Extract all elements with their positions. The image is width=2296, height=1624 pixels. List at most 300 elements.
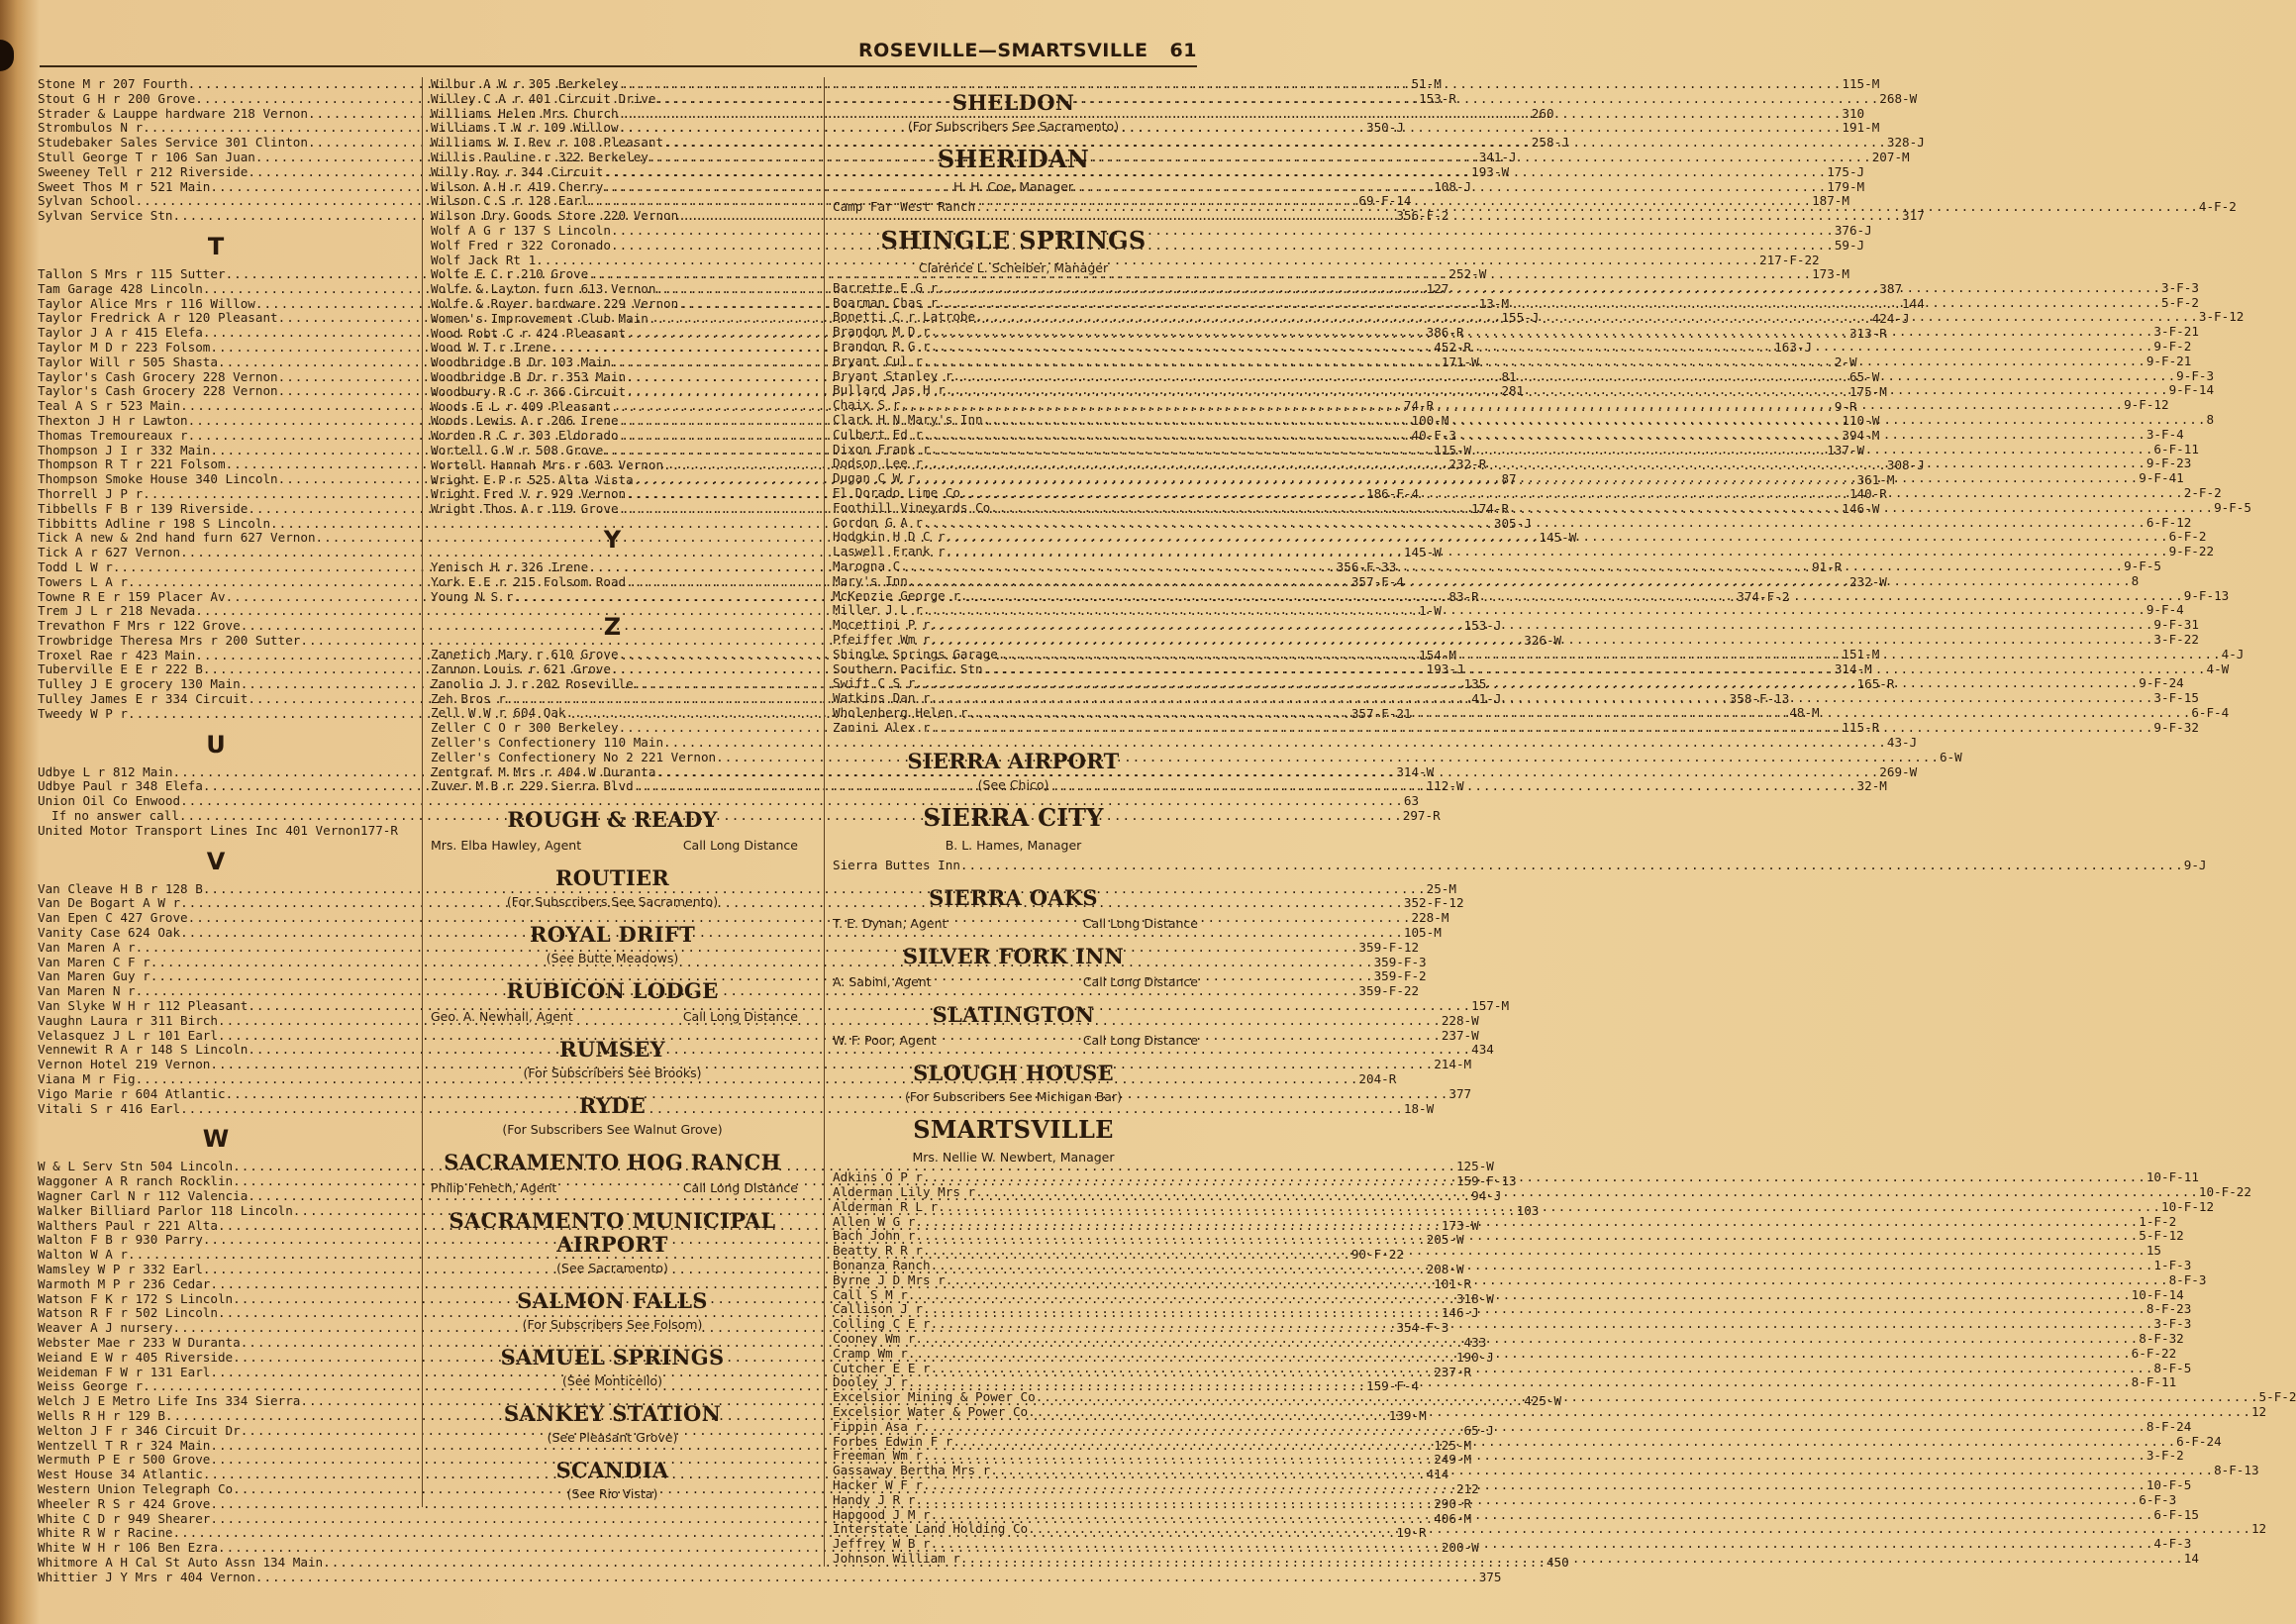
town-heading: RYDE bbox=[578, 1093, 647, 1119]
call-note: Call Long Distance bbox=[682, 838, 798, 854]
page-number: 61 bbox=[1169, 40, 1197, 61]
phone-number: 74-R bbox=[1403, 398, 1435, 414]
phone-number: 151-M bbox=[1842, 647, 1880, 662]
listing-name: Wortell Hannah Mrs r 603 Vernon bbox=[431, 457, 664, 472]
town-note: (For Subscribers See Sacramento) bbox=[506, 894, 719, 910]
listing-name: Walton F B r 930 Parry bbox=[38, 1232, 203, 1248]
phone-number: 308-J bbox=[1886, 457, 1925, 472]
listing-name: Wolf Jack Rt 1 bbox=[431, 252, 537, 267]
town-note: (For Subscribers See Folsom) bbox=[522, 1317, 703, 1333]
listing-name: Wortell G W r 508 Grove bbox=[431, 442, 604, 457]
town-heading: SHERIDAN bbox=[937, 145, 1090, 173]
listing-name: Zeller C O r 300 Berkeley bbox=[431, 720, 619, 736]
listing-name: Cooney Wm r bbox=[833, 1331, 916, 1347]
phone-number: 173-W bbox=[1441, 1217, 1479, 1233]
listing-name: Culbert Ed r bbox=[833, 426, 923, 442]
listing-name: Clark H N Mary's Inn bbox=[833, 411, 983, 427]
listing-name: Wentzell T R r 324 Main bbox=[38, 1437, 211, 1453]
listing-name: Bonetti C r Latrobe bbox=[833, 309, 976, 325]
phone-number: 310 bbox=[1842, 105, 1865, 121]
listing-name: Alderman R L r bbox=[833, 1198, 939, 1214]
listing-name: Watson R F r 502 Lincoln bbox=[38, 1305, 218, 1321]
phone-number: 4-J bbox=[2221, 646, 2245, 661]
phone-number: 341-J bbox=[1478, 149, 1517, 164]
listing-name: Woodbridge B Dr r 353 Main bbox=[431, 368, 627, 384]
dot-leader bbox=[931, 1508, 2154, 1523]
listing-name: Hapgood J M r bbox=[833, 1506, 931, 1522]
call-note: Call Long Distance bbox=[1082, 1033, 1198, 1049]
phone-number: 217-F-22 bbox=[1758, 252, 1820, 267]
town-heading: ROUGH & READY bbox=[507, 807, 718, 833]
phone-number: 268-W bbox=[1879, 90, 1918, 106]
dot-leader bbox=[923, 1302, 2146, 1317]
town-heading: SLATINGTON bbox=[932, 1002, 1095, 1028]
phone-number: 137-W bbox=[1827, 442, 1865, 457]
listing-name: Warmoth M P r 236 Cedar bbox=[38, 1275, 211, 1291]
phone-number: 4-W bbox=[2206, 660, 2230, 676]
phone-number: 9-F-5 bbox=[2214, 499, 2251, 515]
phone-number: 163-J bbox=[1774, 340, 1813, 355]
phone-number: 260 bbox=[1531, 105, 1554, 121]
phone-number: 5-F-12 bbox=[2139, 1228, 2184, 1244]
phone-number: 452-R bbox=[1434, 339, 1472, 355]
listing-name: Zentgraf M Mrs r 404 W Duranta bbox=[431, 763, 656, 779]
phone-number: 6-W bbox=[1939, 749, 1962, 764]
listing-entry bbox=[38, 880, 1456, 897]
call-note: Call Long Distance bbox=[1082, 974, 1198, 990]
phone-number: 232-R bbox=[1448, 457, 1487, 472]
dot-leader bbox=[1028, 1522, 2251, 1537]
phone-number: 357-F-4 bbox=[1350, 573, 1404, 589]
phone-number: 65-W bbox=[1848, 368, 1880, 384]
listing-name: Wood W T r Irene bbox=[431, 340, 551, 355]
phone-number: 19-R bbox=[1396, 1525, 1427, 1541]
listing-name: Teal A S r 523 Main bbox=[38, 398, 181, 414]
listing-name: Welch J E Metro Life Ins 334 Sierra bbox=[38, 1393, 301, 1409]
listing-name: Bonanza Ranch bbox=[833, 1258, 931, 1273]
listing-name: Zeller's Confectionery 110 Main bbox=[431, 735, 664, 751]
listing-name: Shingle Springs Garage bbox=[833, 646, 998, 661]
phone-number: 6-F-22 bbox=[2131, 1345, 2177, 1361]
phone-number: 352-F-12 bbox=[1403, 895, 1464, 911]
agent-name: W. F. Poor, Agent bbox=[833, 1033, 937, 1049]
dot-leader bbox=[938, 1200, 2161, 1215]
town-note: (For Subscribers See Brooks) bbox=[523, 1066, 702, 1081]
listing-name: Willis Pauline r 322 Berkeley bbox=[431, 149, 649, 164]
town-heading: SANKEY STATION bbox=[503, 1401, 722, 1427]
listing-name: Excelsior Mining & Power Co bbox=[833, 1389, 1036, 1405]
town-heading: ROYAL DRIFT bbox=[529, 922, 696, 948]
phone-number: 103 bbox=[1516, 1202, 1540, 1218]
listing-name: Dodson Lee r bbox=[833, 456, 923, 471]
town-note: (See Pleasant Grove) bbox=[547, 1430, 678, 1446]
listing-entry bbox=[38, 939, 1420, 956]
listing-name: Bach John r bbox=[833, 1228, 916, 1244]
phone-number: 8 bbox=[2131, 572, 2140, 588]
phone-number: 356-F-2 bbox=[1396, 208, 1449, 224]
phone-number: 358-F-13 bbox=[1729, 690, 1790, 706]
town-heading: SACRAMENTO MUNICIPAL AIRPORT bbox=[449, 1208, 776, 1258]
listing-name: Towne R E r 159 Placer Av bbox=[38, 588, 226, 604]
dot-leader bbox=[915, 471, 2139, 486]
phone-number: 8-F-24 bbox=[2146, 1418, 2192, 1434]
listing-name: Zanini Alex r bbox=[833, 719, 931, 735]
phone-number: 450 bbox=[1546, 1554, 1569, 1570]
dot-leader bbox=[931, 443, 2154, 457]
phone-number: 317 bbox=[1902, 208, 1925, 224]
listing-name: Thompson J I r 332 Main bbox=[38, 442, 211, 457]
phone-number: 6-F-24 bbox=[2176, 1433, 2222, 1449]
listing-name: Strader & Lauppe hardware 218 Vernon bbox=[38, 105, 308, 121]
phone-number: 6-F-4 bbox=[2191, 704, 2230, 720]
listing-name: Bryant Stanley r bbox=[833, 367, 953, 383]
town-heading: ROUTIER bbox=[554, 865, 670, 891]
phone-number: 228-M bbox=[1411, 910, 1449, 926]
listing-name: Velasquez J L r 101 Earl bbox=[38, 1027, 218, 1043]
listing-name: Freeman Wm r bbox=[833, 1448, 923, 1464]
dot-leader bbox=[908, 1288, 2132, 1303]
phone-number: 51-M bbox=[1411, 76, 1442, 91]
phone-number: 9-F-32 bbox=[2153, 719, 2199, 735]
listing-name: Weiand E W r 405 Riverside bbox=[38, 1349, 234, 1365]
phone-number: 18-W bbox=[1403, 1100, 1435, 1116]
phone-number: 65-J bbox=[1463, 1422, 1494, 1438]
listing-entry bbox=[38, 1569, 1502, 1585]
phone-number: 125-W bbox=[1455, 1159, 1494, 1174]
phone-number: 387 bbox=[1879, 281, 1903, 297]
listing-name: Whittier J Y Mrs r 404 Vernon bbox=[38, 1569, 255, 1584]
listing-name: Wilbur A W r 305 Berkeley bbox=[431, 76, 619, 91]
listing-name: Trowbridge Theresa Mrs r 200 Sutter bbox=[38, 632, 301, 648]
phone-number: 115-R bbox=[1842, 720, 1880, 736]
phone-number: 297-R bbox=[1402, 808, 1441, 824]
phone-number: 318-W bbox=[1455, 1290, 1494, 1306]
phone-number: 9-F-21 bbox=[2146, 353, 2192, 368]
phone-number: 3-F-3 bbox=[2160, 279, 2199, 295]
listing-name: Van Cleave H B r 128 B bbox=[38, 880, 203, 896]
town-note: (For Subscribers See Michigan Bar) bbox=[905, 1089, 1122, 1105]
phone-number: 8-F-5 bbox=[2153, 1360, 2192, 1375]
phone-number: 6-F-2 bbox=[2168, 529, 2207, 545]
phone-number: 328-J bbox=[1886, 135, 1925, 151]
phone-number: 153-J bbox=[1463, 618, 1502, 634]
dot-leader bbox=[931, 633, 2154, 648]
listing-name: Thomas Tremoureaux r bbox=[38, 427, 188, 443]
dot-leader bbox=[931, 618, 2154, 633]
phone-number: 5-F-2 bbox=[2258, 1389, 2296, 1405]
listing-name: Wilson C S r 128 Earl bbox=[431, 193, 589, 209]
listing-name: Wolf A G r 137 S Lincoln bbox=[431, 222, 611, 238]
phone-number: 314-M bbox=[1834, 661, 1872, 677]
agent-line bbox=[825, 974, 1202, 989]
dot-leader bbox=[900, 398, 2124, 413]
phone-number: 6-F-15 bbox=[2153, 1506, 2199, 1522]
listing-name: Woods E L r 409 Pleasant bbox=[431, 398, 611, 414]
section-letter: Y bbox=[603, 525, 622, 554]
listing-name: Hodgkin H D C r bbox=[833, 529, 946, 545]
dot-leader bbox=[908, 1347, 2132, 1362]
phone-number: 155-J bbox=[1501, 310, 1540, 326]
listing-name: Sweeney Tell r 212 Riverside bbox=[38, 163, 249, 179]
town-note: H. H. Coe, Manager bbox=[952, 179, 1074, 194]
town-note: Clarence L. Scheiber, Manager bbox=[918, 259, 1109, 275]
listing-name: Towers L A r bbox=[38, 573, 128, 589]
listing-name: Call S M r bbox=[833, 1286, 908, 1302]
listing-entry bbox=[38, 998, 1510, 1014]
dot-leader bbox=[990, 501, 2214, 516]
listing-name: Williams W I Rev r 108 Pleasant bbox=[431, 135, 664, 151]
listing-entry bbox=[423, 735, 1918, 751]
listing-entry bbox=[423, 222, 1872, 239]
listing-name: Cramp Wm r bbox=[833, 1345, 908, 1361]
phone-number: 112-W bbox=[1426, 778, 1464, 794]
listing-name: Stout G H r 200 Grove bbox=[38, 90, 196, 106]
dot-leader bbox=[908, 1375, 2132, 1390]
phone-number: 214-M bbox=[1434, 1057, 1472, 1072]
listing-name: Barrette E G r bbox=[833, 279, 939, 295]
agent-name: A. Sabini, Agent bbox=[833, 974, 932, 990]
listing-name: Weideman F W r 131 Earl bbox=[38, 1364, 211, 1379]
phone-number: 258-J bbox=[1531, 135, 1569, 151]
listing-name: Jeffrey W B r bbox=[833, 1536, 931, 1552]
listing-name: Tam Garage 428 Lincoln bbox=[38, 280, 203, 296]
listing-name: Thorrell J P r bbox=[38, 485, 144, 501]
listing-name: Van Maren N r bbox=[38, 983, 136, 999]
listing-name: Williams T W r 109 Willow bbox=[431, 120, 619, 136]
phone-number: 59-J bbox=[1834, 237, 1865, 253]
listing-name: Wermuth P E r 500 Grove bbox=[38, 1452, 211, 1468]
listing-name: Welton J F r 346 Circuit Dr bbox=[38, 1422, 241, 1438]
phone-number: 8-F-32 bbox=[2139, 1331, 2184, 1347]
listing-name: Zannon Louis r 621 Grove bbox=[431, 661, 611, 677]
listing-name: Cutcher E E r bbox=[833, 1360, 931, 1375]
listing-name: Van Maren C F r bbox=[38, 954, 150, 969]
dot-leader bbox=[946, 383, 2169, 398]
listing-name: Taylor's Cash Grocery 228 Vernon bbox=[38, 383, 278, 399]
listing-name: Vaughn Laura r 311 Birch bbox=[38, 1012, 218, 1028]
listing-name: Tweedy W P r bbox=[38, 705, 128, 721]
listing-name: Johnson William r bbox=[833, 1551, 960, 1567]
agent-name: T. E. Dynan, Agent bbox=[833, 916, 948, 932]
listing-name: Beatty R R r bbox=[833, 1243, 923, 1259]
dot-leader bbox=[975, 1185, 2199, 1200]
listing-name: Sylvan School bbox=[38, 193, 136, 209]
dot-leader bbox=[990, 1464, 2214, 1478]
phone-number: 12 bbox=[2250, 1404, 2267, 1420]
dot-leader bbox=[931, 1362, 2154, 1376]
listing-name: Callison J r bbox=[833, 1301, 923, 1317]
phone-number: 145-W bbox=[1539, 530, 1577, 546]
phone-number: 434 bbox=[1471, 1042, 1494, 1058]
town-heading: SALMON FALLS bbox=[517, 1288, 708, 1314]
phone-number: 1-F-2 bbox=[2139, 1213, 2177, 1229]
listing-name: Stull George T r 106 San Juan bbox=[38, 149, 255, 164]
dot-leader bbox=[611, 239, 1835, 254]
phone-number: 6-F-11 bbox=[2153, 441, 2199, 457]
phone-number: 193-W bbox=[1471, 163, 1510, 179]
listing-name: Walton W A r bbox=[38, 1247, 128, 1263]
phone-number: 305-J bbox=[1493, 515, 1532, 531]
listing-name: Van Epen C 427 Grove bbox=[38, 910, 188, 926]
listing-name: Van Slyke W H r 112 Pleasant bbox=[38, 998, 249, 1014]
phone-number: 48-M bbox=[1789, 705, 1820, 721]
listing-name: Tibbells F B r 139 Riverside bbox=[38, 500, 249, 516]
listing-name: Western Union Telegraph Co bbox=[38, 1480, 234, 1496]
phone-number: 9-F-2 bbox=[2153, 338, 2192, 354]
phone-number: 269-W bbox=[1879, 763, 1918, 779]
phone-number: 90-F-22 bbox=[1350, 1247, 1404, 1263]
town-heading: SIERRA AIRPORT bbox=[907, 748, 1120, 773]
listing-name: White W H r 106 Ben Ezra bbox=[38, 1540, 218, 1556]
phone-number: 110-W bbox=[1842, 413, 1880, 429]
listing-entry bbox=[38, 1057, 1472, 1072]
phone-number: 357-F-21 bbox=[1350, 705, 1412, 721]
listing-name: Woodbury R C r 366 Circuit bbox=[431, 383, 627, 399]
phone-number: 157-M bbox=[1471, 998, 1510, 1014]
listing-name: Zeller's Confectionery No 2 221 Vernon bbox=[431, 749, 717, 764]
phone-number: 159-F-4 bbox=[1365, 1378, 1420, 1394]
phone-number: 190-J bbox=[1455, 1349, 1494, 1365]
phone-number: 177-R bbox=[360, 822, 398, 838]
listing-name: Viana M r Fig bbox=[38, 1071, 136, 1087]
phone-number: 424-J bbox=[1871, 310, 1910, 326]
phone-number: 105-M bbox=[1403, 925, 1442, 941]
listing-name: Van Maren A r bbox=[38, 939, 136, 955]
listing-name: Wright Thos A r 119 Grove bbox=[431, 501, 619, 517]
listing-name: Taylor's Cash Grocery 228 Vernon bbox=[38, 368, 278, 384]
dot-leader bbox=[915, 1229, 2139, 1244]
phone-number: 165-R bbox=[1856, 675, 1895, 691]
listing-name: Todd L W r bbox=[38, 558, 113, 574]
listing-name: Alderman Lily Mrs r bbox=[833, 1184, 976, 1200]
phone-number: 359-F-3 bbox=[1373, 954, 1427, 969]
listing-name: Tick A new & 2nd hand furn 627 Vernon bbox=[38, 530, 316, 546]
phone-number: 94-J bbox=[1471, 1188, 1502, 1203]
dot-leader bbox=[952, 1435, 2176, 1450]
phone-number: 3-F-12 bbox=[2198, 309, 2245, 325]
listing-name: Pfeiffer Wm r bbox=[833, 631, 931, 647]
phone-number: 13-M bbox=[1478, 295, 1510, 311]
town-heading: SIERRA OAKS bbox=[929, 885, 1098, 911]
phone-number: 144 bbox=[1902, 295, 1925, 311]
phone-number: 314-W bbox=[1396, 763, 1435, 779]
dot-leader bbox=[915, 1332, 2139, 1347]
phone-number: 359-F-12 bbox=[1358, 939, 1420, 955]
listing-name: Handy J R r bbox=[833, 1491, 916, 1507]
listing-name: White C D r 949 Shearer bbox=[38, 1510, 211, 1526]
listing-name: Taylor Fredrick A r 120 Pleasant bbox=[38, 310, 278, 326]
phone-number: 9-F-23 bbox=[2146, 456, 2192, 471]
town-heading: RUMSEY bbox=[559, 1037, 665, 1063]
listing-name: Troxel Rae r 423 Main bbox=[38, 647, 196, 662]
phone-number: 146-J bbox=[1441, 1305, 1479, 1321]
section-letter: W bbox=[202, 1125, 230, 1154]
listing-name: Wheeler R S r 424 Grove bbox=[38, 1495, 211, 1511]
listing-name: Yenisch H r 326 Irene bbox=[431, 558, 589, 574]
phone-number: 228-W bbox=[1441, 1012, 1479, 1028]
listing-name: Thexton J H r Lawton bbox=[38, 412, 188, 428]
listing-name: Hacker W F r bbox=[833, 1477, 923, 1493]
listing-name: Woods Lewis A r 206 Irene bbox=[431, 413, 619, 429]
listing-name: Zanetich Mary r 610 Grove bbox=[431, 647, 619, 662]
listing-name: West House 34 Atlantic bbox=[38, 1467, 203, 1482]
listing-name: Gassaway Bertha Mrs r bbox=[833, 1463, 991, 1478]
call-note: Call Long Distance bbox=[1082, 916, 1198, 932]
listing-name: Willy Roy r 344 Circuit bbox=[431, 163, 604, 179]
listing-name: Boarman Chas r bbox=[833, 294, 939, 310]
listing-name: Wilson Dry Goods Store 220 Vernon bbox=[431, 208, 679, 224]
dot-leader bbox=[1028, 1405, 2251, 1420]
phone-number: 173-M bbox=[1812, 266, 1849, 282]
listing-name: Sylvan Service Stn bbox=[38, 208, 173, 224]
dot-leader bbox=[975, 310, 2199, 325]
dot-leader bbox=[960, 589, 2184, 604]
phone-number: 394-M bbox=[1842, 428, 1880, 444]
phone-number: 135 bbox=[1463, 676, 1487, 692]
town-note: B. L. Hames, Manager bbox=[945, 837, 1082, 853]
listing-entry bbox=[825, 857, 2207, 873]
dot-leader bbox=[603, 180, 1827, 195]
listing-name: Tulley James E r 334 Circuit bbox=[38, 691, 249, 707]
listing-name: Watkins Dan r bbox=[833, 690, 931, 706]
listing-name: Van Maren Guy r bbox=[38, 968, 150, 984]
listing-entry bbox=[38, 822, 398, 839]
listing-name: Vanity Case 624 Oak bbox=[38, 925, 181, 941]
dot-leader bbox=[931, 691, 2154, 706]
listing-name: Wright Fred V r 929 Vernon bbox=[431, 486, 627, 502]
phone-number: 350-J bbox=[1365, 120, 1404, 136]
listing-name: Wells R H r 129 B bbox=[38, 1407, 165, 1423]
listing-name: Byrne J D Mrs r bbox=[833, 1271, 946, 1287]
town-note: (See Chico) bbox=[977, 776, 1049, 792]
town-heading: RUBICON LODGE bbox=[506, 978, 719, 1004]
town-heading: SMARTSVILLE bbox=[913, 1115, 1114, 1145]
phone-number: 359-F-2 bbox=[1373, 968, 1427, 984]
listing-name: Wolf Fred r 322 Coronado bbox=[431, 237, 611, 253]
phone-number: 10-F-22 bbox=[2198, 1184, 2251, 1200]
listing-name: Vennewit R A r 148 S Lincoln bbox=[38, 1042, 249, 1058]
listing-name: Wagner Carl N r 112 Valencia bbox=[38, 1188, 249, 1203]
dot-leader bbox=[967, 706, 2191, 721]
phone-number: 354-F-3 bbox=[1396, 1320, 1449, 1336]
phone-number: 108-J bbox=[1434, 178, 1472, 194]
dot-leader bbox=[1036, 1390, 2259, 1405]
phone-number: 12 bbox=[2250, 1521, 2267, 1537]
phone-number: 2-F-2 bbox=[2183, 484, 2222, 500]
listing-name: Webster Mae r 233 W Duranta bbox=[38, 1334, 241, 1350]
phone-number: 4-F-2 bbox=[2198, 199, 2237, 214]
listing-name: Mocettini P r bbox=[833, 617, 931, 633]
dot-leader bbox=[946, 1273, 2169, 1288]
phone-number: 127 bbox=[1426, 280, 1449, 296]
dot-leader bbox=[960, 859, 2184, 873]
town-heading: SCANDIA bbox=[555, 1458, 669, 1483]
phone-number: 81 bbox=[1501, 368, 1517, 384]
listing-name: Thompson Smoke House 340 Lincoln bbox=[38, 471, 278, 487]
listing-name: Forbes Edwin F r bbox=[833, 1433, 953, 1449]
phone-number: 9-R bbox=[1834, 398, 1857, 414]
listing-name: Waggoner A R ranch Rocklin bbox=[38, 1173, 234, 1189]
page-header bbox=[40, 40, 1197, 67]
dot-leader bbox=[619, 121, 1843, 136]
phone-number: 8 bbox=[2206, 411, 2215, 427]
town-note: (See Sacramento) bbox=[556, 1261, 668, 1276]
section-letter: U bbox=[206, 730, 226, 759]
dot-leader bbox=[952, 369, 2176, 384]
dot-leader bbox=[619, 107, 1843, 122]
phone-number: 10-F-11 bbox=[2146, 1169, 2199, 1185]
phone-number: 249-M bbox=[1434, 1452, 1472, 1468]
